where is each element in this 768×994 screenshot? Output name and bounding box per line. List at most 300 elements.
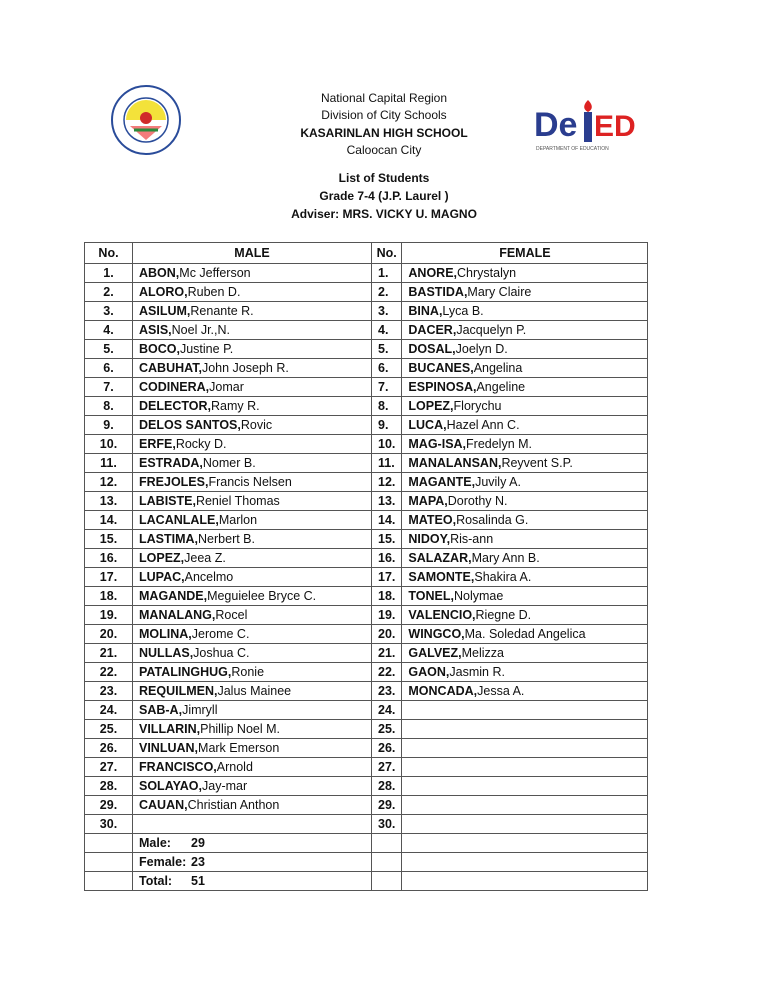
row-number-text: 4.	[103, 323, 114, 337]
male-student	[133, 720, 372, 739]
surname: CABUHAT,	[139, 361, 202, 375]
female-student	[402, 625, 648, 644]
female-student	[402, 720, 648, 739]
header-no: No.	[85, 243, 133, 264]
given-name: Meguielee Bryce C.	[207, 589, 317, 603]
summary-label: Male:	[139, 836, 171, 850]
row-number-text: 30.	[378, 817, 396, 831]
row-number-text: 27.	[99, 760, 118, 774]
given-name: Nerbert B.	[198, 532, 255, 546]
row-number	[85, 739, 133, 758]
row-number-text: 18.	[378, 589, 396, 603]
female-student	[402, 777, 648, 796]
surname: CODINERA,	[139, 380, 210, 394]
row-number-text: 28.	[378, 779, 396, 793]
row-number-text: 16.	[99, 551, 118, 565]
table-row	[85, 720, 648, 739]
row-number-text: 17.	[378, 570, 396, 584]
row-number	[372, 777, 402, 796]
row-number	[372, 378, 402, 397]
surname: ASILUM,	[139, 304, 191, 318]
row-number	[372, 796, 402, 815]
row-number	[85, 568, 133, 587]
surname: LOPEZ,	[139, 551, 185, 565]
male-student	[133, 283, 372, 302]
surname: BUCANES,	[408, 361, 474, 375]
male-student	[133, 815, 372, 834]
row-number-text: 9.	[103, 418, 114, 432]
empty-cell	[85, 853, 133, 872]
given-name: Mark Emerson	[198, 741, 280, 755]
surname: LOPEZ,	[408, 399, 454, 413]
surname: ALORO,	[139, 285, 188, 299]
surname: GAON,	[408, 665, 450, 679]
table-row	[85, 340, 648, 359]
table-row	[85, 321, 648, 340]
row-number-text: 20.	[378, 627, 396, 641]
summary-row	[85, 834, 648, 853]
surname: ESPINOSA,	[408, 380, 477, 394]
given-name: Ma. Soledad Angelica	[464, 627, 586, 641]
row-number-text: 2.	[378, 285, 389, 299]
male-student	[133, 549, 372, 568]
given-name: Rocky D.	[175, 437, 227, 451]
table-row	[85, 701, 648, 720]
surname: ASIS,	[139, 323, 172, 337]
row-number	[372, 720, 402, 739]
row-number-text: 21.	[378, 646, 396, 660]
male-student	[133, 359, 372, 378]
female-student	[402, 340, 648, 359]
row-number	[85, 701, 133, 720]
male-student	[133, 644, 372, 663]
empty-cell	[402, 872, 648, 891]
row-number	[85, 682, 133, 701]
table-row	[85, 606, 648, 625]
row-number	[372, 492, 402, 511]
table-row	[85, 682, 648, 701]
table-row	[85, 378, 648, 397]
row-number	[85, 606, 133, 625]
table-row	[85, 264, 648, 283]
given-name: Ronie	[231, 665, 265, 679]
row-number	[85, 435, 133, 454]
given-name: Florychu	[453, 399, 502, 413]
summary-cell	[133, 834, 372, 853]
given-name: Francis Nelsen	[208, 475, 292, 489]
row-number-text: 2.	[103, 285, 114, 299]
table-row	[85, 511, 648, 530]
table-row	[85, 587, 648, 606]
male-student	[133, 682, 372, 701]
surname: BOCO,	[139, 342, 180, 356]
given-name: Reyvent S.P.	[501, 456, 573, 470]
given-name: Nolymae	[454, 589, 504, 603]
summary-cell	[133, 872, 372, 891]
row-number-text: 26.	[99, 741, 118, 755]
row-number	[85, 359, 133, 378]
table-row	[85, 777, 648, 796]
table-row	[85, 625, 648, 644]
table-row	[85, 663, 648, 682]
row-number-text: 14.	[99, 513, 118, 527]
row-number	[372, 644, 402, 663]
row-number	[85, 720, 133, 739]
male-student	[133, 340, 372, 359]
table-row	[85, 359, 648, 378]
row-number	[372, 606, 402, 625]
row-number-text: 21.	[99, 646, 118, 660]
female-student	[402, 492, 648, 511]
given-name: Joshua C.	[193, 646, 250, 660]
row-number-text: 11.	[378, 456, 395, 470]
row-number-text: 7.	[103, 380, 114, 394]
surname: VINLUAN,	[139, 741, 199, 755]
row-number-text: 22.	[378, 665, 396, 679]
given-name: Juvily A.	[475, 475, 521, 489]
female-student	[402, 815, 648, 834]
row-number	[85, 587, 133, 606]
row-number	[85, 283, 133, 302]
row-number-text: 26.	[378, 741, 396, 755]
surname: MANALANSAN,	[408, 456, 502, 470]
row-number-text: 6.	[103, 361, 114, 375]
table-row	[85, 435, 648, 454]
male-student	[133, 530, 372, 549]
given-name: Fredelyn M.	[466, 437, 533, 451]
school-name: KASARINLAN HIGH SCHOOL	[300, 126, 468, 140]
given-name: Joelyn D.	[455, 342, 508, 356]
surname: GALVEZ,	[408, 646, 462, 660]
female-student	[402, 663, 648, 682]
given-name: Jacquelyn P.	[456, 323, 527, 337]
row-number-text: 1.	[378, 266, 389, 280]
given-name: Mary Claire	[467, 285, 532, 299]
female-student	[402, 701, 648, 720]
male-student	[133, 302, 372, 321]
male-student	[133, 454, 372, 473]
row-number	[85, 758, 133, 777]
table-row	[85, 549, 648, 568]
surname: MANALANG,	[139, 608, 216, 622]
surname: LASTIMA,	[139, 532, 199, 546]
female-student	[402, 568, 648, 587]
row-number	[372, 302, 402, 321]
table-row	[85, 283, 648, 302]
given-name: Jay-mar	[202, 779, 248, 793]
female-student	[402, 682, 648, 701]
surname: ESTRADA,	[139, 456, 203, 470]
female-student	[402, 359, 648, 378]
row-number-text: 6.	[378, 361, 389, 375]
surname: FRANCISCO,	[139, 760, 217, 774]
row-number	[372, 435, 402, 454]
row-number	[85, 397, 133, 416]
row-number	[85, 378, 133, 397]
row-number-text: 15.	[99, 532, 118, 546]
row-number-text: 13.	[378, 494, 396, 508]
row-number	[85, 492, 133, 511]
row-number-text: 16.	[378, 551, 396, 565]
row-number-text: 3.	[103, 304, 114, 318]
row-number	[372, 397, 402, 416]
given-name: Jerome C.	[191, 627, 250, 641]
given-name: Jimryll	[182, 703, 218, 717]
given-name: Christian Anthon	[187, 798, 280, 812]
empty-cell	[85, 834, 133, 853]
table-row	[85, 416, 648, 435]
empty-cell	[372, 853, 402, 872]
given-name: Jomar	[209, 380, 244, 394]
row-number	[85, 815, 133, 834]
row-number	[85, 302, 133, 321]
table-row	[85, 644, 648, 663]
row-number	[85, 530, 133, 549]
male-student	[133, 397, 372, 416]
row-number	[372, 815, 402, 834]
summary-row	[85, 853, 648, 872]
row-number-text: 25.	[99, 722, 118, 736]
given-name: Mc Jefferson	[179, 266, 251, 280]
row-number-text: 5.	[378, 342, 389, 356]
male-student	[133, 758, 372, 777]
surname: MAGANDE,	[139, 589, 208, 603]
given-name: Noel Jr.,N.	[171, 323, 231, 337]
student-list-table	[84, 242, 648, 891]
header-male: MALE	[133, 243, 372, 264]
row-number	[372, 682, 402, 701]
male-student	[133, 796, 372, 815]
male-student	[133, 416, 372, 435]
row-number-text: 9.	[378, 418, 389, 432]
row-number	[372, 321, 402, 340]
given-name: Angeline	[476, 380, 526, 394]
table-row	[85, 302, 648, 321]
row-number-text: 4.	[378, 323, 389, 337]
row-number	[85, 340, 133, 359]
division-label: Division of City Schools	[321, 108, 447, 122]
surname: MATEO,	[408, 513, 457, 527]
document-title: List of Students	[338, 171, 430, 185]
male-student	[133, 473, 372, 492]
female-student	[402, 321, 648, 340]
row-number-text: 23.	[99, 684, 118, 698]
row-number	[372, 739, 402, 758]
row-number-text: 10.	[99, 437, 118, 451]
surname: VALENCIO,	[408, 608, 476, 622]
given-name: Rovic	[240, 418, 273, 432]
female-student	[402, 758, 648, 777]
row-number-text: 17.	[99, 570, 118, 584]
surname: BINA,	[408, 304, 443, 318]
surname: ERFE,	[139, 437, 176, 451]
female-student	[402, 264, 648, 283]
empty-cell	[85, 872, 133, 891]
given-name: John Joseph R.	[201, 361, 289, 375]
row-number-text: 19.	[378, 608, 396, 622]
header-female: FEMALE	[402, 243, 648, 264]
grade-section: Grade 7-4 (J.P. Laurel )	[319, 189, 449, 203]
row-number	[85, 321, 133, 340]
given-name: Melizza	[461, 646, 505, 660]
surname: MAPA,	[408, 494, 448, 508]
given-name: Rosalinda G.	[456, 513, 529, 527]
table-row	[85, 796, 648, 815]
table-row	[85, 568, 648, 587]
surname: BASTIDA,	[408, 285, 468, 299]
table-row	[85, 454, 648, 473]
row-number-text: 7.	[378, 380, 389, 394]
row-number	[85, 644, 133, 663]
given-name: Jeea Z.	[184, 551, 226, 565]
row-number	[372, 568, 402, 587]
table-row	[85, 473, 648, 492]
row-number	[85, 264, 133, 283]
row-number	[372, 416, 402, 435]
row-number	[372, 511, 402, 530]
male-student	[133, 606, 372, 625]
given-name: Hazel Ann C.	[446, 418, 520, 432]
empty-cell	[372, 834, 402, 853]
surname: DOSAL,	[408, 342, 456, 356]
surname: LUPAC,	[139, 570, 185, 584]
female-student	[402, 397, 648, 416]
surname: TONEL,	[408, 589, 454, 603]
given-name: Nomer B.	[202, 456, 256, 470]
given-name: Lyca B.	[442, 304, 484, 318]
region-label: National Capital Region	[320, 91, 448, 105]
female-student	[402, 473, 648, 492]
surname: LUCA,	[408, 418, 447, 432]
row-number-text: 11.	[100, 456, 117, 470]
female-student	[402, 739, 648, 758]
header-no: No.	[372, 243, 402, 264]
empty-cell	[402, 834, 648, 853]
male-student	[133, 739, 372, 758]
given-name: Arnold	[216, 760, 253, 774]
row-number	[372, 340, 402, 359]
female-student	[402, 606, 648, 625]
row-number	[85, 473, 133, 492]
surname: REQUILMEN,	[139, 684, 218, 698]
summary-label: Total:	[139, 874, 173, 888]
row-number	[372, 283, 402, 302]
male-student	[133, 492, 372, 511]
male-student	[133, 777, 372, 796]
summary-cell	[133, 853, 372, 872]
row-number	[85, 663, 133, 682]
row-number-text: 5.	[103, 342, 114, 356]
row-number-text: 13.	[99, 494, 118, 508]
summary-value: 23	[191, 855, 205, 869]
female-student	[402, 511, 648, 530]
surname: NIDOY,	[408, 532, 451, 546]
given-name: Reniel Thomas	[195, 494, 280, 508]
given-name: Dorothy N.	[447, 494, 508, 508]
row-number	[85, 796, 133, 815]
surname: LACANLALE,	[139, 513, 219, 527]
surname: CAUAN,	[139, 798, 188, 812]
row-number	[85, 549, 133, 568]
male-student	[133, 435, 372, 454]
surname: DELOS SANTOS,	[139, 418, 241, 432]
given-name: Rocel	[215, 608, 248, 622]
row-number	[372, 549, 402, 568]
male-student	[133, 663, 372, 682]
given-name: Phillip Noel M.	[200, 722, 280, 736]
surname: DELECTOR,	[139, 399, 211, 413]
table-row	[85, 397, 648, 416]
given-name: Shakira A.	[474, 570, 532, 584]
row-number	[372, 701, 402, 720]
given-name: Riegne D.	[475, 608, 532, 622]
male-student	[133, 264, 372, 283]
row-number-text: 29.	[378, 798, 396, 812]
table-row	[85, 739, 648, 758]
surname: WINGCO,	[408, 627, 465, 641]
summary-label: Female:	[139, 855, 187, 869]
male-student	[133, 511, 372, 530]
female-student	[402, 549, 648, 568]
row-number	[372, 359, 402, 378]
row-number	[372, 473, 402, 492]
given-name: Ramy R.	[211, 399, 260, 413]
row-number	[85, 625, 133, 644]
row-number-text: 15.	[378, 532, 396, 546]
surname: DACER,	[408, 323, 457, 337]
surname: SALAZAR,	[408, 551, 472, 565]
row-number-text: 8.	[378, 399, 389, 413]
female-student	[402, 530, 648, 549]
given-name: Ancelmo	[184, 570, 234, 584]
row-number-text: 10.	[378, 437, 396, 451]
female-student	[402, 416, 648, 435]
surname: SOLAYAO,	[139, 779, 202, 793]
row-number-text: 8.	[103, 399, 114, 413]
given-name: Ris-ann	[450, 532, 494, 546]
male-student	[133, 625, 372, 644]
male-student	[133, 321, 372, 340]
given-name: Jalus Mainee	[217, 684, 292, 698]
female-student	[402, 378, 648, 397]
row-number	[372, 454, 402, 473]
row-number-text: 24.	[378, 703, 396, 717]
row-number	[85, 777, 133, 796]
given-name: Renante R.	[190, 304, 254, 318]
given-name: Chrystalyn	[457, 266, 517, 280]
given-name: Marlon	[218, 513, 258, 527]
surname: MONCADA,	[408, 684, 478, 698]
male-student	[133, 568, 372, 587]
surname: LABISTE,	[139, 494, 196, 508]
svg-text:ED: ED	[594, 110, 636, 143]
surname: MAGANTE,	[408, 475, 476, 489]
male-student	[133, 587, 372, 606]
given-name: Justine P.	[179, 342, 234, 356]
row-number-text: 30.	[99, 817, 118, 831]
row-number	[372, 587, 402, 606]
row-number	[372, 625, 402, 644]
row-number-text: 1.	[103, 266, 114, 280]
male-student	[133, 378, 372, 397]
row-number	[372, 758, 402, 777]
row-number-text: 29.	[99, 798, 118, 812]
table-row	[85, 492, 648, 511]
surname: MOLINA,	[139, 627, 192, 641]
svg-text:DEPARTMENT OF EDUCATION: DEPARTMENT OF EDUCATION	[536, 146, 609, 152]
surname: NULLAS,	[139, 646, 194, 660]
female-student	[402, 454, 648, 473]
